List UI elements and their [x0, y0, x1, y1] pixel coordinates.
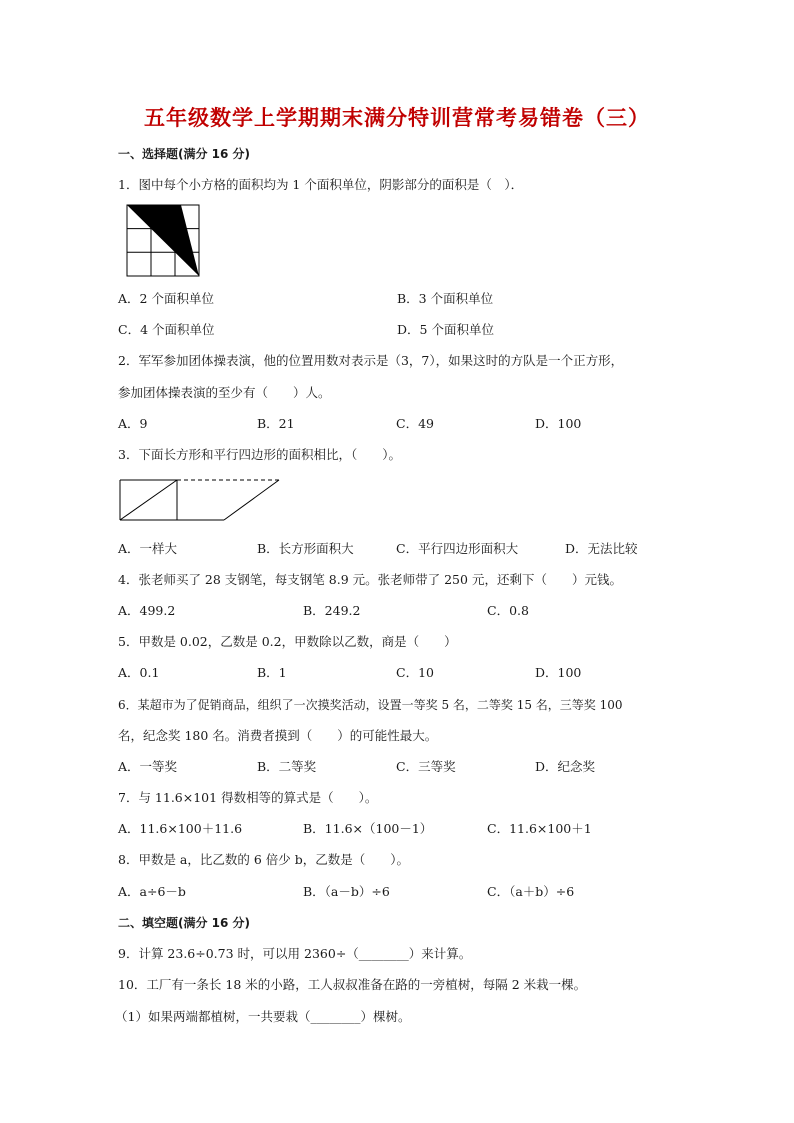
question-8-stem: 8．甲数是 a，比乙数的 6 倍少 b，乙数是（ ）。: [118, 852, 410, 867]
q3-option-a[interactable]: A．一样大: [118, 541, 178, 556]
question-9-stem: 9．计算 23.6÷0.73 时，可以用 2360÷（________）来计算。: [118, 946, 472, 961]
question-7-stem: 7．与 11.6×101 得数相等的算式是（ ）。: [118, 790, 378, 805]
q5-option-b[interactable]: B．1: [257, 665, 287, 680]
q1-option-b[interactable]: B．3 个面积单位: [397, 291, 494, 306]
q7-option-b[interactable]: B．11.6×（100－1）: [303, 821, 433, 836]
q7-option-a[interactable]: A．11.6×100＋11.6: [118, 821, 243, 836]
question-4-stem: 4．张老师买了 28 支钢笔，每支钢笔 8.9 元。张老师带了 250 元，还剩下（ ）元钱。: [118, 572, 622, 587]
grid-figure: [126, 204, 202, 278]
q6-option-c[interactable]: C．三等奖: [396, 759, 456, 774]
q8-option-c[interactable]: C．（a＋b）÷6: [487, 884, 575, 899]
q1-option-d[interactable]: D．5 个面积单位: [397, 322, 494, 337]
question-10-sub1: （1）如果两端都植树，一共要栽（________）棵树。: [115, 1009, 411, 1024]
q2-option-a[interactable]: A．9: [118, 416, 148, 431]
q5-option-a[interactable]: A．0.1: [118, 665, 160, 680]
question-2-stem-line1: 2．军军参加团体操表演，他的位置用数对表示是（3，7），如果这时的方队是一个正方形，: [118, 353, 624, 368]
q3-option-b[interactable]: B．长方形面积大: [257, 541, 354, 556]
section-heading-fill: 二、填空题(满分 16 分): [118, 916, 251, 930]
question-6-stem-line2: 名，纪念奖 180 名。消费者摸到（ ）的可能性最大。: [118, 728, 438, 743]
question-2-stem-line2: 参加团体操表演的至少有（ ）人。: [118, 385, 331, 400]
section-heading-choice: 一、选择题(满分 16 分): [118, 147, 251, 161]
q4-option-a[interactable]: A．499.2: [118, 603, 176, 618]
shaded-triangle: [127, 205, 199, 276]
q2-option-c[interactable]: C．49: [396, 416, 434, 431]
rectangle-parallelogram-figure: [119, 478, 283, 522]
q8-option-b[interactable]: B．（a－b）÷6: [303, 884, 390, 899]
q6-option-b[interactable]: B．二等奖: [257, 759, 317, 774]
question-6-stem-line1: 6．某超市为了促销商品，组织了一次摸奖活动，设置一等奖 5 名，二等奖 15 名，三等奖 100: [118, 698, 623, 712]
question-5-stem: 5．甲数是 0.02，乙数是 0.2，甲数除以乙数，商是（ ）: [118, 634, 457, 649]
q6-option-d[interactable]: D．纪念奖: [535, 759, 596, 774]
q1-option-a[interactable]: A．2 个面积单位: [118, 291, 214, 306]
q6-option-a[interactable]: A．一等奖: [118, 759, 178, 774]
q4-option-c[interactable]: C．0.8: [487, 603, 529, 618]
q5-option-c[interactable]: C．10: [396, 665, 434, 680]
q3-option-c[interactable]: C．平行四边形面积大: [396, 541, 519, 556]
question-3-stem: 3．下面长方形和平行四边形的面积相比，（ ）。: [118, 447, 401, 462]
question-10-stem: 10．工厂有一条长 18 米的小路，工人叔叔准备在路的一旁植树，每隔 2 米栽一棵。: [118, 977, 587, 992]
q2-option-d[interactable]: D．100: [535, 416, 582, 431]
q4-option-b[interactable]: B．249.2: [303, 603, 361, 618]
page-title: 五年级数学上学期期末满分特训营常考易错卷（三）: [144, 105, 650, 130]
q1-option-c[interactable]: C．4 个面积单位: [118, 322, 215, 337]
q2-option-b[interactable]: B．21: [257, 416, 295, 431]
q7-option-c[interactable]: C．11.6×100＋1: [487, 821, 592, 836]
q3-option-d[interactable]: D．无法比较: [565, 541, 638, 556]
q8-option-a[interactable]: A．a÷6－b: [118, 884, 186, 899]
q5-option-d[interactable]: D．100: [535, 665, 582, 680]
question-1-stem: 1．图中每个小方格的面积均为 1 个面积单位，阴影部分的面积是（ ）．: [118, 177, 524, 192]
